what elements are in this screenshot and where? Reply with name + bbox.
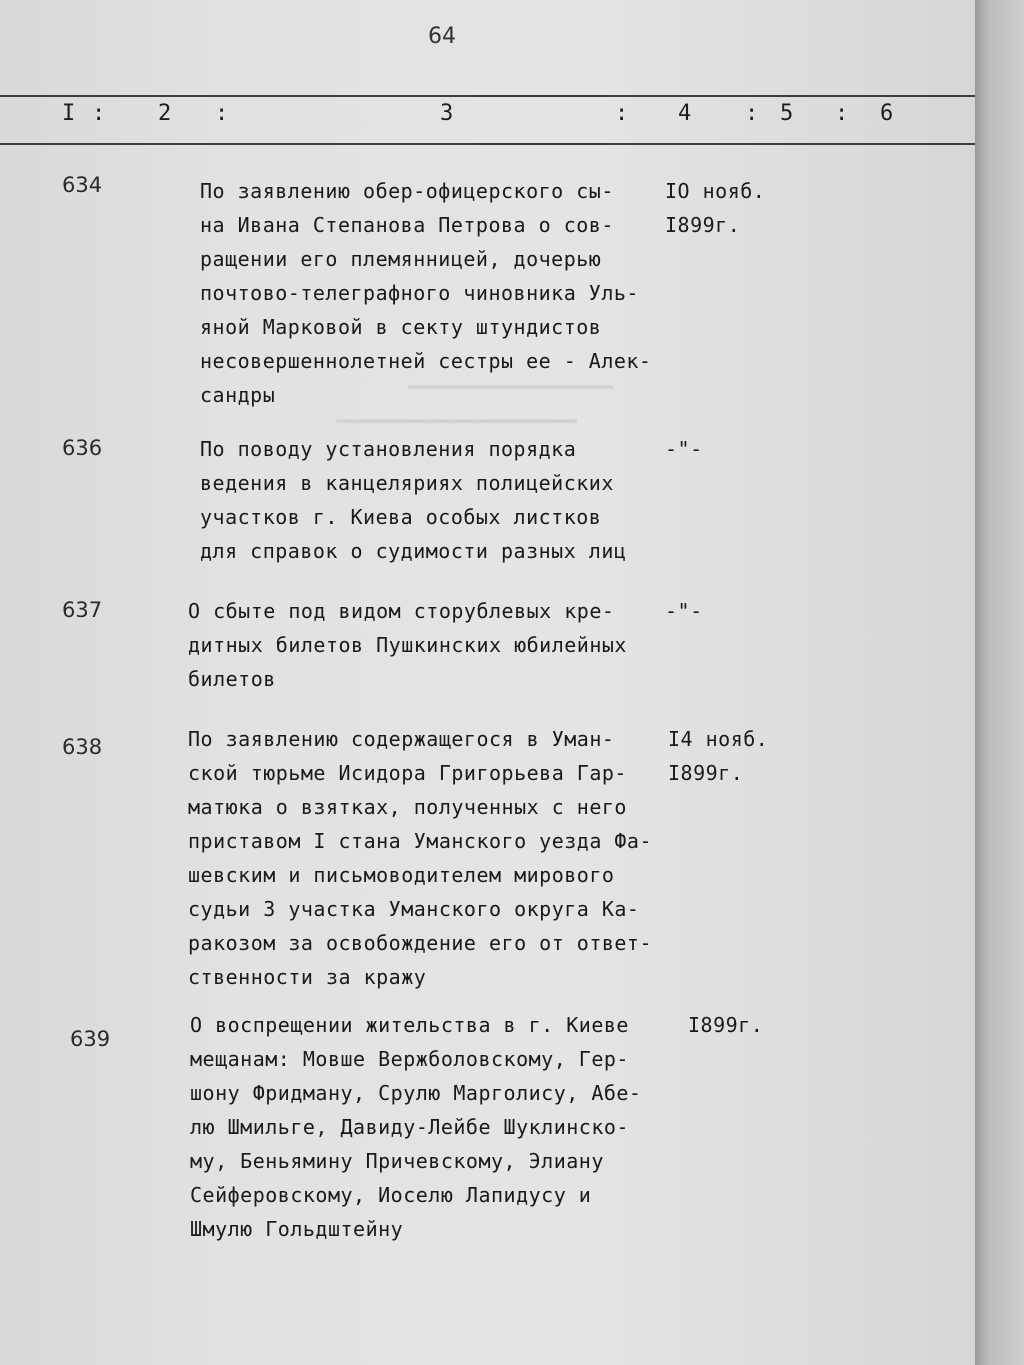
column-header-1: I bbox=[62, 101, 78, 126]
column-header-row bbox=[0, 101, 975, 141]
entry-description: О сбыте под видом сторублевых кре- дитных билетов Пушкинских юбилейных билетов bbox=[188, 599, 627, 691]
header-rule-bottom bbox=[0, 143, 975, 145]
column-header-2: 2 bbox=[158, 101, 174, 126]
entry-date: IO нояб. I899г. bbox=[665, 179, 766, 237]
entry-number: 638 bbox=[62, 735, 103, 759]
entry-number: 634 bbox=[62, 173, 103, 197]
column-header-3: 3 bbox=[440, 101, 456, 126]
column-header-6: 6 bbox=[880, 101, 896, 126]
column-separator: : bbox=[215, 101, 231, 126]
header-rule-top bbox=[0, 95, 975, 97]
entry-description: По заявлению содержащегося в Уман- ской тюрьме Исидора Григорьева Гар- матюка о взятках, полученных с него приставом I стана Уманского уезда Фа- шевским и письмоводителем мирового судьи 3 участка Уманского округа Ка- ракозом за освобождение его от ответ- ственности за кражу bbox=[188, 727, 653, 989]
page-edge-shadow bbox=[975, 0, 1024, 1365]
entry-description: О воспрещении жительства в г. Киеве мещанам: Мовше Вержболовскому, Гер- шону Фридману, Срулю Марголису, Абе- лю Шмильге, Давиду-Лейбе Шуклинско- му, Беньямину Причевскому, Элиану Сейферовскому, Иоселю Лапидусу и Шмулю Гольдштейну bbox=[190, 1013, 642, 1241]
entry-date: -"- bbox=[665, 437, 703, 461]
column-separator: : bbox=[745, 101, 761, 126]
entry-description: По заявлению обер-офицерского сы- на Ивана Степанова Петрова о сов- ращении его племянницей, дочерью почтово-телеграфного чиновника Уль- яной Марковой в секту штундистов несовершеннолетней сестры ее - Алек- сандры bbox=[200, 179, 652, 407]
page-number: 64 bbox=[428, 24, 456, 49]
entry-date: I899г. bbox=[688, 1013, 764, 1037]
entry-number: 639 bbox=[70, 1027, 111, 1051]
entry-number: 636 bbox=[62, 436, 103, 460]
entry-description: По поводу установления порядка ведения в канцеляриях полицейских участков г. Киева особых листков для справок о судимости разных лиц bbox=[200, 437, 627, 563]
column-header-4: 4 bbox=[678, 101, 694, 126]
entry-date: I4 нояб. I899г. bbox=[668, 727, 769, 785]
column-separator: : bbox=[615, 101, 631, 126]
bleed-through-shadow: ━━━━━━━━━━━━━━━━━ ━━━━━━━━━━━━━━━━━━━━ bbox=[336, 375, 614, 433]
entry-date: -"- bbox=[665, 599, 703, 623]
column-header-5: 5 bbox=[780, 101, 796, 126]
column-separator: : bbox=[92, 101, 108, 126]
entry-number: 637 bbox=[62, 598, 103, 622]
column-separator: : bbox=[835, 101, 851, 126]
